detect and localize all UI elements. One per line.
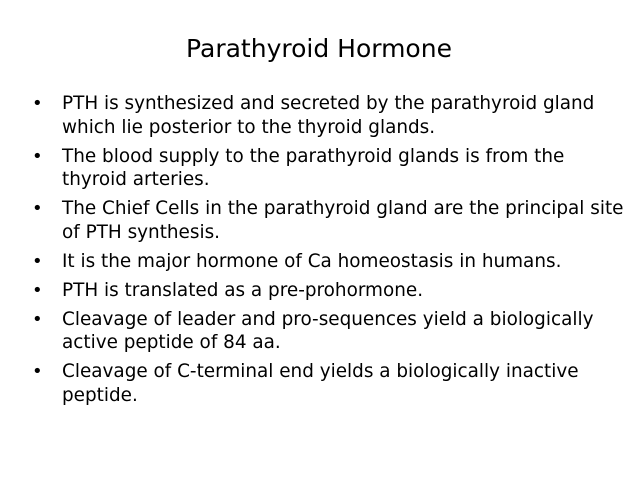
bullet-item bbox=[32, 360, 628, 407]
bullet-text: It is the major hormone of Ca homeostasis in humans. bbox=[62, 250, 562, 272]
bullet-list bbox=[32, 92, 628, 413]
bullet-text: Cleavage of leader and pro-sequences yield a biologically active peptide of 84 aa. bbox=[62, 308, 594, 353]
bullet-icon: • bbox=[32, 279, 43, 301]
bullet-item bbox=[32, 197, 628, 244]
bullet-text: Cleavage of C-terminal end yields a biologically inactive peptide. bbox=[62, 361, 579, 406]
bullet-icon: • bbox=[32, 361, 43, 382]
bullet-text: The Chief Cells in the parathyroid gland are the principal site of PTH synthesis. bbox=[62, 198, 624, 243]
bullet-item bbox=[32, 145, 628, 192]
bullet-text: PTH is translated as a pre-prohormone. bbox=[62, 279, 424, 301]
bullet-icon: • bbox=[32, 198, 43, 219]
bullet-icon: • bbox=[32, 250, 43, 272]
bullet-icon: • bbox=[32, 145, 43, 167]
bullet-icon: • bbox=[32, 308, 43, 330]
bullet-icon: • bbox=[32, 93, 43, 114]
bullet-text: The blood supply to the parathyroid glands is from the thyroid arteries. bbox=[62, 145, 565, 190]
bullet-item bbox=[32, 279, 628, 303]
bullet-item bbox=[32, 250, 628, 274]
bullet-item bbox=[32, 308, 628, 355]
slide-title: Parathyroid Hormone bbox=[186, 34, 452, 63]
bullet-item bbox=[32, 92, 628, 139]
bullet-text: PTH is synthesized and secreted by the parathyroid gland which lie posterior to the thyroid glands. bbox=[62, 93, 595, 138]
